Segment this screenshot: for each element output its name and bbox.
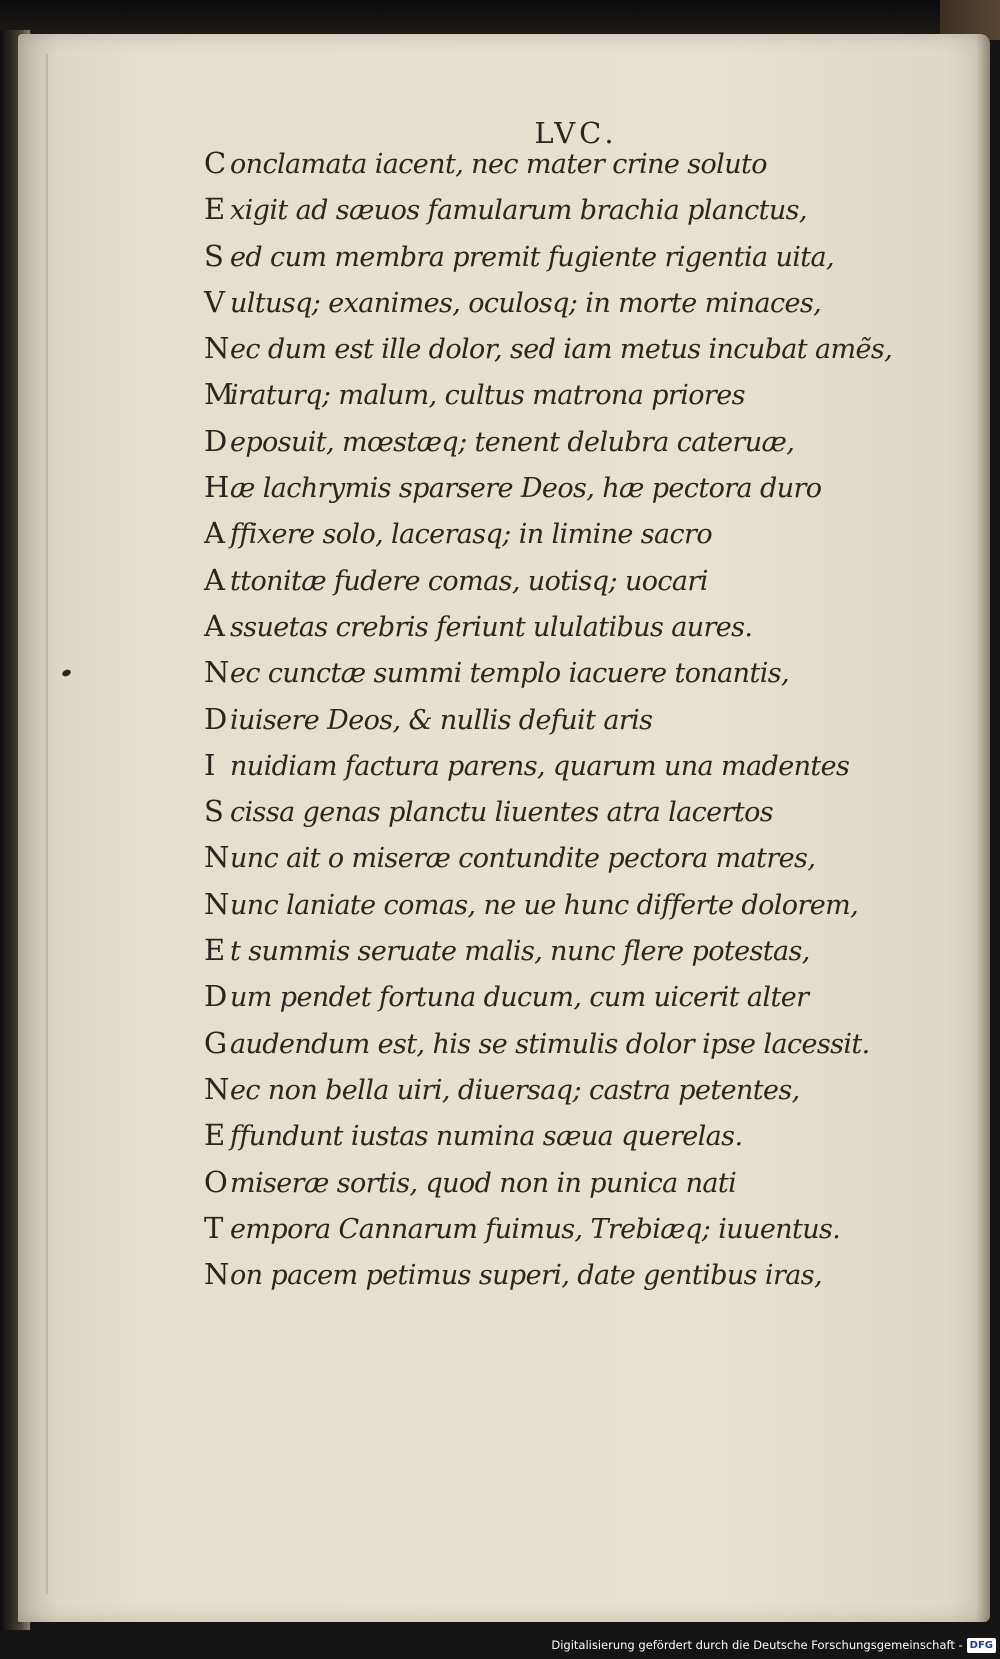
verse-text: iuisere Deos, & nullis defuit aris bbox=[230, 704, 653, 736]
verse-line bbox=[204, 1251, 892, 1297]
dfg-logo: DFG bbox=[967, 1638, 996, 1653]
verse-text: iraturq; malum, cultus matrona priores bbox=[230, 380, 745, 412]
verse-initial: S bbox=[204, 238, 224, 273]
verse-text: ttonitæ fudere comas, uotisq; uocari bbox=[230, 565, 708, 597]
verse-text: um pendet fortuna ducum, cum uicerit alter bbox=[230, 982, 809, 1014]
verse-initial: E bbox=[204, 1118, 226, 1153]
verse-initial: N bbox=[204, 1257, 230, 1292]
verse-initial: N bbox=[204, 886, 230, 921]
verse-line bbox=[204, 1205, 892, 1251]
verse-line bbox=[204, 186, 892, 232]
verse-text: eposuit, mœstæq; tenent delubra cateruæ, bbox=[230, 426, 795, 458]
margin-ink-mark bbox=[61, 668, 72, 677]
verse-lines bbox=[204, 140, 892, 1297]
verse-text: nuidiam factura parens, quarum una madentes bbox=[230, 750, 850, 782]
verse-text: ec dum est ille dolor, sed iam metus incubat amẽs, bbox=[230, 334, 893, 366]
verse-text: on pacem petimus superi, date gentibus iras, bbox=[230, 1260, 823, 1292]
verse-text: onclamata iacent, nec mater crine soluto bbox=[230, 149, 767, 180]
verse-initial: M bbox=[204, 377, 234, 412]
verse-initial: D bbox=[204, 979, 228, 1014]
verse-line bbox=[204, 1159, 892, 1205]
verse-text: xigit ad sæuos famularum brachia planctus, bbox=[230, 195, 807, 227]
verse-text: ssuetas crebris feriunt ululatibus aures. bbox=[230, 611, 753, 643]
verse-text: empora Cannarum fuimus, Trebiæq; iuuentus. bbox=[230, 1213, 841, 1245]
verse-line bbox=[204, 742, 892, 788]
verse-text: ec cunctæ summi templo iacuere tonantis, bbox=[230, 658, 789, 690]
verse-initial: T bbox=[204, 1210, 224, 1245]
verse-line bbox=[204, 881, 892, 927]
verse-initial: A bbox=[204, 608, 225, 643]
verse-initial: H bbox=[204, 470, 230, 505]
verse-text: unc laniate comas, ne ue hunc differte dolorem, bbox=[230, 889, 859, 921]
digitization-footer bbox=[551, 1634, 996, 1656]
verse-line bbox=[204, 418, 892, 464]
verse-initial: D bbox=[204, 701, 228, 736]
verse-line bbox=[204, 927, 892, 973]
verse-text: t summis seruate malis, nunc flere potestas, bbox=[230, 936, 810, 968]
verse-initial: N bbox=[204, 1071, 230, 1106]
verse-line bbox=[204, 140, 892, 186]
verse-text: unc ait o miseræ contundite pectora matres, bbox=[230, 843, 816, 875]
verse-line bbox=[204, 603, 892, 649]
verse-initial: V bbox=[204, 284, 225, 319]
verse-line bbox=[204, 649, 892, 695]
verse-initial: S bbox=[204, 794, 224, 829]
verse-initial: E bbox=[204, 192, 226, 227]
verse-text: ffundunt iustas numina sæua querelas. bbox=[230, 1121, 743, 1153]
verse-initial: N bbox=[204, 840, 230, 875]
verse-line bbox=[204, 557, 892, 603]
verse-line bbox=[204, 834, 892, 880]
verse-line bbox=[204, 696, 892, 742]
verse-line bbox=[204, 1066, 892, 1112]
verse-line bbox=[204, 788, 892, 834]
verse-text: ultusq; exanimes, oculosq; in morte minaces, bbox=[230, 287, 822, 319]
verse-line bbox=[204, 510, 892, 556]
verse-line bbox=[204, 464, 892, 510]
verse-initial: C bbox=[204, 146, 227, 180]
verse-initial: G bbox=[204, 1025, 228, 1060]
verse-line bbox=[204, 233, 892, 279]
verse-initial: I bbox=[204, 747, 216, 782]
page-edge-shadow bbox=[976, 34, 990, 1622]
verse-initial: N bbox=[204, 655, 230, 690]
verse-text: miseræ sortis, quod non in punica nati bbox=[230, 1167, 737, 1199]
verse-initial: E bbox=[204, 933, 226, 968]
running-head: LVC. bbox=[534, 116, 618, 150]
page-gutter bbox=[46, 54, 48, 1594]
verse-line bbox=[204, 325, 892, 371]
verse-text: cissa genas planctu liuentes atra lacertos bbox=[230, 797, 774, 829]
verse-initial: N bbox=[204, 331, 230, 366]
verse-initial: O bbox=[204, 1164, 228, 1199]
verse-initial: A bbox=[204, 562, 225, 597]
footer-credit-text: Digitalisierung gefördert durch die Deutsche Forschungsgemeinschaft - bbox=[551, 1638, 963, 1652]
verse-text: æ lachrymis sparsere Deos, hæ pectora duro bbox=[230, 473, 822, 505]
verse-text: ffixere solo, lacerasq; in limine sacro bbox=[230, 519, 713, 551]
verse-text: ed cum membra premit fugiente rigentia uita, bbox=[230, 241, 835, 273]
verse-text: ec non bella uiri, diuersaq; castra petentes, bbox=[230, 1074, 800, 1106]
verse-line bbox=[204, 371, 892, 417]
scan-top-edge bbox=[0, 0, 1000, 34]
verse-initial: A bbox=[204, 516, 225, 551]
verse-text: audendum est, his se stimulis dolor ipse lacessit. bbox=[230, 1028, 870, 1060]
verse-line bbox=[204, 1020, 892, 1066]
verse-line bbox=[204, 973, 892, 1019]
verse-line bbox=[204, 1112, 892, 1158]
verse-line bbox=[204, 279, 892, 325]
verse-initial: D bbox=[204, 423, 228, 458]
